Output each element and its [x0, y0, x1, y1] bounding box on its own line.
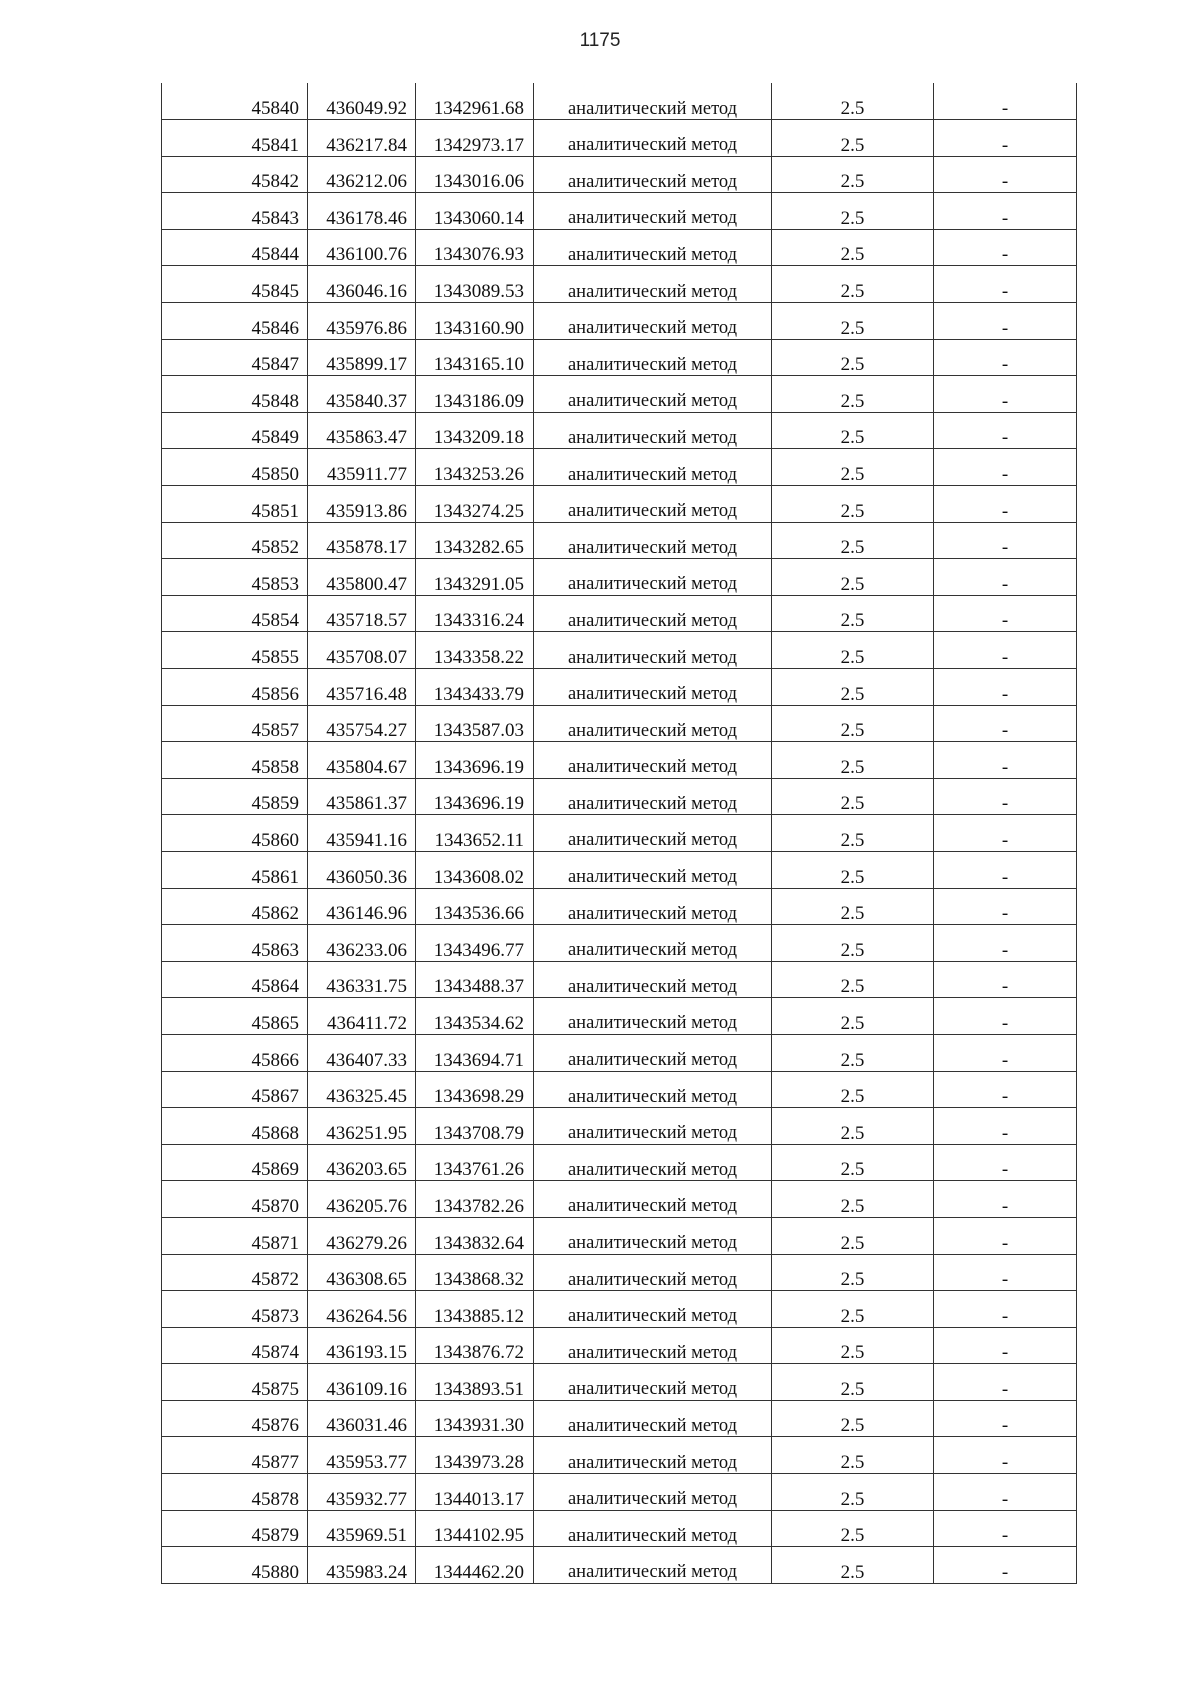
y-coordinate-cell: 1343973.28 — [416, 1437, 534, 1474]
x-coordinate-cell: 436049.92 — [308, 83, 416, 120]
method-cell: аналитический метод — [534, 1291, 772, 1328]
table-row — [162, 1291, 1077, 1328]
method-cell: аналитический метод — [534, 156, 772, 193]
y-coordinate-cell: 1343534.62 — [416, 998, 534, 1035]
method-cell: аналитический метод — [534, 1181, 772, 1218]
method-cell: аналитический метод — [534, 961, 772, 998]
method-cell: аналитический метод — [534, 120, 772, 157]
table-row — [162, 412, 1077, 449]
table-row — [162, 486, 1077, 523]
y-coordinate-cell: 1344013.17 — [416, 1474, 534, 1511]
note-cell: - — [934, 1108, 1077, 1145]
method-cell: аналитический метод — [534, 851, 772, 888]
accuracy-cell: 2.5 — [772, 669, 934, 706]
accuracy-cell: 2.5 — [772, 486, 934, 523]
method-cell: аналитический метод — [534, 1327, 772, 1364]
y-coordinate-cell: 1343186.09 — [416, 376, 534, 413]
accuracy-cell: 2.5 — [772, 229, 934, 266]
x-coordinate-cell: 436233.06 — [308, 925, 416, 962]
y-coordinate-cell: 1344462.20 — [416, 1547, 534, 1584]
point-number-cell: 45861 — [162, 851, 308, 888]
accuracy-cell: 2.5 — [772, 449, 934, 486]
y-coordinate-cell: 1343076.93 — [416, 229, 534, 266]
accuracy-cell: 2.5 — [772, 1327, 934, 1364]
accuracy-cell: 2.5 — [772, 1510, 934, 1547]
table-row — [162, 1437, 1077, 1474]
x-coordinate-cell: 435953.77 — [308, 1437, 416, 1474]
accuracy-cell: 2.5 — [772, 156, 934, 193]
table-row — [162, 815, 1077, 852]
x-coordinate-cell: 436411.72 — [308, 998, 416, 1035]
note-cell: - — [934, 595, 1077, 632]
accuracy-cell: 2.5 — [772, 1071, 934, 1108]
table-row — [162, 1400, 1077, 1437]
y-coordinate-cell: 1343761.26 — [416, 1144, 534, 1181]
accuracy-cell: 2.5 — [772, 595, 934, 632]
table-row — [162, 778, 1077, 815]
accuracy-cell: 2.5 — [772, 1108, 934, 1145]
point-number-cell: 45865 — [162, 998, 308, 1035]
method-cell: аналитический метод — [534, 1364, 772, 1401]
table-row — [162, 998, 1077, 1035]
note-cell: - — [934, 705, 1077, 742]
x-coordinate-cell: 435800.47 — [308, 559, 416, 596]
note-cell: - — [934, 83, 1077, 120]
note-cell: - — [934, 266, 1077, 303]
method-cell: аналитический метод — [534, 193, 772, 230]
note-cell: - — [934, 1437, 1077, 1474]
x-coordinate-cell: 436109.16 — [308, 1364, 416, 1401]
point-number-cell: 45877 — [162, 1437, 308, 1474]
x-coordinate-cell: 436331.75 — [308, 961, 416, 998]
x-coordinate-cell: 436146.96 — [308, 888, 416, 925]
x-coordinate-cell: 436264.56 — [308, 1291, 416, 1328]
accuracy-cell: 2.5 — [772, 851, 934, 888]
note-cell: - — [934, 449, 1077, 486]
table-row — [162, 632, 1077, 669]
note-cell: - — [934, 1034, 1077, 1071]
accuracy-cell: 2.5 — [772, 961, 934, 998]
note-cell: - — [934, 1364, 1077, 1401]
coordinates-table-container — [161, 83, 1077, 1584]
note-cell: - — [934, 339, 1077, 376]
point-number-cell: 45868 — [162, 1108, 308, 1145]
point-number-cell: 45874 — [162, 1327, 308, 1364]
y-coordinate-cell: 1343358.22 — [416, 632, 534, 669]
method-cell: аналитический метод — [534, 925, 772, 962]
accuracy-cell: 2.5 — [772, 998, 934, 1035]
note-cell: - — [934, 412, 1077, 449]
point-number-cell: 45844 — [162, 229, 308, 266]
table-row — [162, 156, 1077, 193]
accuracy-cell: 2.5 — [772, 376, 934, 413]
method-cell: аналитический метод — [534, 1254, 772, 1291]
method-cell: аналитический метод — [534, 1217, 772, 1254]
note-cell: - — [934, 851, 1077, 888]
point-number-cell: 45855 — [162, 632, 308, 669]
table-row — [162, 559, 1077, 596]
y-coordinate-cell: 1343885.12 — [416, 1291, 534, 1328]
table-row — [162, 1510, 1077, 1547]
table-row — [162, 1327, 1077, 1364]
method-cell: аналитический метод — [534, 1547, 772, 1584]
x-coordinate-cell: 435969.51 — [308, 1510, 416, 1547]
x-coordinate-cell: 436050.36 — [308, 851, 416, 888]
table-row — [162, 193, 1077, 230]
y-coordinate-cell: 1343089.53 — [416, 266, 534, 303]
y-coordinate-cell: 1343209.18 — [416, 412, 534, 449]
note-cell: - — [934, 925, 1077, 962]
method-cell: аналитический метод — [534, 1437, 772, 1474]
table-row — [162, 742, 1077, 779]
accuracy-cell: 2.5 — [772, 1474, 934, 1511]
table-row — [162, 1071, 1077, 1108]
method-cell: аналитический метод — [534, 1034, 772, 1071]
table-row — [162, 1144, 1077, 1181]
point-number-cell: 45880 — [162, 1547, 308, 1584]
accuracy-cell: 2.5 — [772, 1364, 934, 1401]
accuracy-cell: 2.5 — [772, 559, 934, 596]
y-coordinate-cell: 1343488.37 — [416, 961, 534, 998]
method-cell: аналитический метод — [534, 376, 772, 413]
y-coordinate-cell: 1343536.66 — [416, 888, 534, 925]
x-coordinate-cell: 436178.46 — [308, 193, 416, 230]
y-coordinate-cell: 1342961.68 — [416, 83, 534, 120]
accuracy-cell: 2.5 — [772, 303, 934, 340]
y-coordinate-cell: 1344102.95 — [416, 1510, 534, 1547]
x-coordinate-cell: 435863.47 — [308, 412, 416, 449]
point-number-cell: 45864 — [162, 961, 308, 998]
x-coordinate-cell: 435804.67 — [308, 742, 416, 779]
point-number-cell: 45871 — [162, 1217, 308, 1254]
table-row — [162, 339, 1077, 376]
note-cell: - — [934, 1510, 1077, 1547]
y-coordinate-cell: 1343587.03 — [416, 705, 534, 742]
point-number-cell: 45850 — [162, 449, 308, 486]
y-coordinate-cell: 1342973.17 — [416, 120, 534, 157]
note-cell: - — [934, 961, 1077, 998]
y-coordinate-cell: 1343694.71 — [416, 1034, 534, 1071]
y-coordinate-cell: 1343274.25 — [416, 486, 534, 523]
y-coordinate-cell: 1343496.77 — [416, 925, 534, 962]
method-cell: аналитический метод — [534, 815, 772, 852]
y-coordinate-cell: 1343868.32 — [416, 1254, 534, 1291]
method-cell: аналитический метод — [534, 1510, 772, 1547]
y-coordinate-cell: 1343291.05 — [416, 559, 534, 596]
note-cell: - — [934, 1217, 1077, 1254]
method-cell: аналитический метод — [534, 595, 772, 632]
note-cell: - — [934, 1291, 1077, 1328]
point-number-cell: 45863 — [162, 925, 308, 962]
x-coordinate-cell: 436251.95 — [308, 1108, 416, 1145]
method-cell: аналитический метод — [534, 1108, 772, 1145]
y-coordinate-cell: 1343253.26 — [416, 449, 534, 486]
method-cell: аналитический метод — [534, 449, 772, 486]
note-cell: - — [934, 303, 1077, 340]
x-coordinate-cell: 435913.86 — [308, 486, 416, 523]
method-cell: аналитический метод — [534, 778, 772, 815]
method-cell: аналитический метод — [534, 83, 772, 120]
method-cell: аналитический метод — [534, 669, 772, 706]
point-number-cell: 45853 — [162, 559, 308, 596]
table-row — [162, 303, 1077, 340]
x-coordinate-cell: 436046.16 — [308, 266, 416, 303]
note-cell: - — [934, 193, 1077, 230]
accuracy-cell: 2.5 — [772, 1034, 934, 1071]
table-row — [162, 83, 1077, 120]
y-coordinate-cell: 1343698.29 — [416, 1071, 534, 1108]
method-cell: аналитический метод — [534, 1400, 772, 1437]
accuracy-cell: 2.5 — [772, 632, 934, 669]
x-coordinate-cell: 435941.16 — [308, 815, 416, 852]
point-number-cell: 45841 — [162, 120, 308, 157]
table-row — [162, 669, 1077, 706]
point-number-cell: 45845 — [162, 266, 308, 303]
point-number-cell: 45866 — [162, 1034, 308, 1071]
page-number: 1175 — [579, 30, 621, 51]
x-coordinate-cell: 436193.15 — [308, 1327, 416, 1364]
method-cell: аналитический метод — [534, 522, 772, 559]
method-cell: аналитический метод — [534, 1144, 772, 1181]
x-coordinate-cell: 436279.26 — [308, 1217, 416, 1254]
x-coordinate-cell: 435878.17 — [308, 522, 416, 559]
accuracy-cell: 2.5 — [772, 339, 934, 376]
table-row — [162, 961, 1077, 998]
table-row — [162, 1254, 1077, 1291]
accuracy-cell: 2.5 — [772, 742, 934, 779]
note-cell: - — [934, 742, 1077, 779]
accuracy-cell: 2.5 — [772, 1144, 934, 1181]
y-coordinate-cell: 1343696.19 — [416, 742, 534, 779]
x-coordinate-cell: 435840.37 — [308, 376, 416, 413]
note-cell: - — [934, 1400, 1077, 1437]
table-row — [162, 595, 1077, 632]
method-cell: аналитический метод — [534, 303, 772, 340]
accuracy-cell: 2.5 — [772, 888, 934, 925]
note-cell: - — [934, 998, 1077, 1035]
accuracy-cell: 2.5 — [772, 83, 934, 120]
x-coordinate-cell: 435861.37 — [308, 778, 416, 815]
point-number-cell: 45851 — [162, 486, 308, 523]
y-coordinate-cell: 1343708.79 — [416, 1108, 534, 1145]
point-number-cell: 45876 — [162, 1400, 308, 1437]
accuracy-cell: 2.5 — [772, 266, 934, 303]
accuracy-cell: 2.5 — [772, 1547, 934, 1584]
note-cell: - — [934, 1071, 1077, 1108]
point-number-cell: 45873 — [162, 1291, 308, 1328]
y-coordinate-cell: 1343165.10 — [416, 339, 534, 376]
note-cell: - — [934, 1254, 1077, 1291]
note-cell: - — [934, 888, 1077, 925]
table-row — [162, 1547, 1077, 1584]
note-cell: - — [934, 778, 1077, 815]
point-number-cell: 45860 — [162, 815, 308, 852]
accuracy-cell: 2.5 — [772, 925, 934, 962]
y-coordinate-cell: 1343893.51 — [416, 1364, 534, 1401]
point-number-cell: 45842 — [162, 156, 308, 193]
note-cell: - — [934, 815, 1077, 852]
table-row — [162, 705, 1077, 742]
note-cell: - — [934, 522, 1077, 559]
accuracy-cell: 2.5 — [772, 1400, 934, 1437]
point-number-cell: 45856 — [162, 669, 308, 706]
method-cell: аналитический метод — [534, 266, 772, 303]
x-coordinate-cell: 435932.77 — [308, 1474, 416, 1511]
accuracy-cell: 2.5 — [772, 412, 934, 449]
accuracy-cell: 2.5 — [772, 193, 934, 230]
table-row — [162, 1217, 1077, 1254]
point-number-cell: 45843 — [162, 193, 308, 230]
x-coordinate-cell: 435899.17 — [308, 339, 416, 376]
note-cell: - — [934, 229, 1077, 266]
table-row — [162, 229, 1077, 266]
accuracy-cell: 2.5 — [772, 1291, 934, 1328]
point-number-cell: 45847 — [162, 339, 308, 376]
coordinates-table-body — [162, 83, 1077, 1583]
note-cell: - — [934, 486, 1077, 523]
point-number-cell: 45867 — [162, 1071, 308, 1108]
y-coordinate-cell: 1343782.26 — [416, 1181, 534, 1218]
note-cell: - — [934, 669, 1077, 706]
note-cell: - — [934, 1144, 1077, 1181]
point-number-cell: 45872 — [162, 1254, 308, 1291]
x-coordinate-cell: 435716.48 — [308, 669, 416, 706]
point-number-cell: 45875 — [162, 1364, 308, 1401]
point-number-cell: 45870 — [162, 1181, 308, 1218]
note-cell: - — [934, 559, 1077, 596]
y-coordinate-cell: 1343160.90 — [416, 303, 534, 340]
x-coordinate-cell: 436212.06 — [308, 156, 416, 193]
method-cell: аналитический метод — [534, 1474, 772, 1511]
accuracy-cell: 2.5 — [772, 120, 934, 157]
note-cell: - — [934, 1181, 1077, 1218]
note-cell: - — [934, 1327, 1077, 1364]
note-cell: - — [934, 120, 1077, 157]
point-number-cell: 45879 — [162, 1510, 308, 1547]
method-cell: аналитический метод — [534, 998, 772, 1035]
x-coordinate-cell: 435708.07 — [308, 632, 416, 669]
method-cell: аналитический метод — [534, 742, 772, 779]
point-number-cell: 45857 — [162, 705, 308, 742]
y-coordinate-cell: 1343282.65 — [416, 522, 534, 559]
table-row — [162, 376, 1077, 413]
note-cell: - — [934, 632, 1077, 669]
y-coordinate-cell: 1343316.24 — [416, 595, 534, 632]
accuracy-cell: 2.5 — [772, 1437, 934, 1474]
note-cell: - — [934, 1547, 1077, 1584]
point-number-cell: 45848 — [162, 376, 308, 413]
x-coordinate-cell: 435976.86 — [308, 303, 416, 340]
table-row — [162, 1181, 1077, 1218]
y-coordinate-cell: 1343931.30 — [416, 1400, 534, 1437]
y-coordinate-cell: 1343016.06 — [416, 156, 534, 193]
table-row — [162, 522, 1077, 559]
y-coordinate-cell: 1343433.79 — [416, 669, 534, 706]
method-cell: аналитический метод — [534, 1071, 772, 1108]
x-coordinate-cell: 436217.84 — [308, 120, 416, 157]
x-coordinate-cell: 436100.76 — [308, 229, 416, 266]
accuracy-cell: 2.5 — [772, 815, 934, 852]
table-row — [162, 1034, 1077, 1071]
point-number-cell: 45846 — [162, 303, 308, 340]
x-coordinate-cell: 435911.77 — [308, 449, 416, 486]
method-cell: аналитический метод — [534, 705, 772, 742]
x-coordinate-cell: 436031.46 — [308, 1400, 416, 1437]
x-coordinate-cell: 436407.33 — [308, 1034, 416, 1071]
table-row — [162, 888, 1077, 925]
table-row — [162, 120, 1077, 157]
y-coordinate-cell: 1343060.14 — [416, 193, 534, 230]
point-number-cell: 45849 — [162, 412, 308, 449]
note-cell: - — [934, 376, 1077, 413]
note-cell: - — [934, 1474, 1077, 1511]
note-cell: - — [934, 156, 1077, 193]
accuracy-cell: 2.5 — [772, 522, 934, 559]
point-number-cell: 45862 — [162, 888, 308, 925]
x-coordinate-cell: 436308.65 — [308, 1254, 416, 1291]
table-row — [162, 449, 1077, 486]
method-cell: аналитический метод — [534, 229, 772, 266]
method-cell: аналитический метод — [534, 339, 772, 376]
y-coordinate-cell: 1343608.02 — [416, 851, 534, 888]
table-row — [162, 1364, 1077, 1401]
x-coordinate-cell: 435983.24 — [308, 1547, 416, 1584]
x-coordinate-cell: 435754.27 — [308, 705, 416, 742]
method-cell: аналитический метод — [534, 632, 772, 669]
coordinates-table — [161, 83, 1077, 1584]
table-row — [162, 1108, 1077, 1145]
accuracy-cell: 2.5 — [772, 778, 934, 815]
table-row — [162, 266, 1077, 303]
accuracy-cell: 2.5 — [772, 705, 934, 742]
point-number-cell: 45852 — [162, 522, 308, 559]
x-coordinate-cell: 436205.76 — [308, 1181, 416, 1218]
method-cell: аналитический метод — [534, 486, 772, 523]
method-cell: аналитический метод — [534, 888, 772, 925]
method-cell: аналитический метод — [534, 559, 772, 596]
y-coordinate-cell: 1343652.11 — [416, 815, 534, 852]
table-row — [162, 1474, 1077, 1511]
point-number-cell: 45878 — [162, 1474, 308, 1511]
method-cell: аналитический метод — [534, 412, 772, 449]
accuracy-cell: 2.5 — [772, 1217, 934, 1254]
y-coordinate-cell: 1343832.64 — [416, 1217, 534, 1254]
table-row — [162, 851, 1077, 888]
table-row — [162, 925, 1077, 962]
x-coordinate-cell: 436203.65 — [308, 1144, 416, 1181]
point-number-cell: 45859 — [162, 778, 308, 815]
y-coordinate-cell: 1343876.72 — [416, 1327, 534, 1364]
x-coordinate-cell: 435718.57 — [308, 595, 416, 632]
accuracy-cell: 2.5 — [772, 1254, 934, 1291]
point-number-cell: 45858 — [162, 742, 308, 779]
y-coordinate-cell: 1343696.19 — [416, 778, 534, 815]
x-coordinate-cell: 436325.45 — [308, 1071, 416, 1108]
point-number-cell: 45840 — [162, 83, 308, 120]
point-number-cell: 45854 — [162, 595, 308, 632]
point-number-cell: 45869 — [162, 1144, 308, 1181]
accuracy-cell: 2.5 — [772, 1181, 934, 1218]
